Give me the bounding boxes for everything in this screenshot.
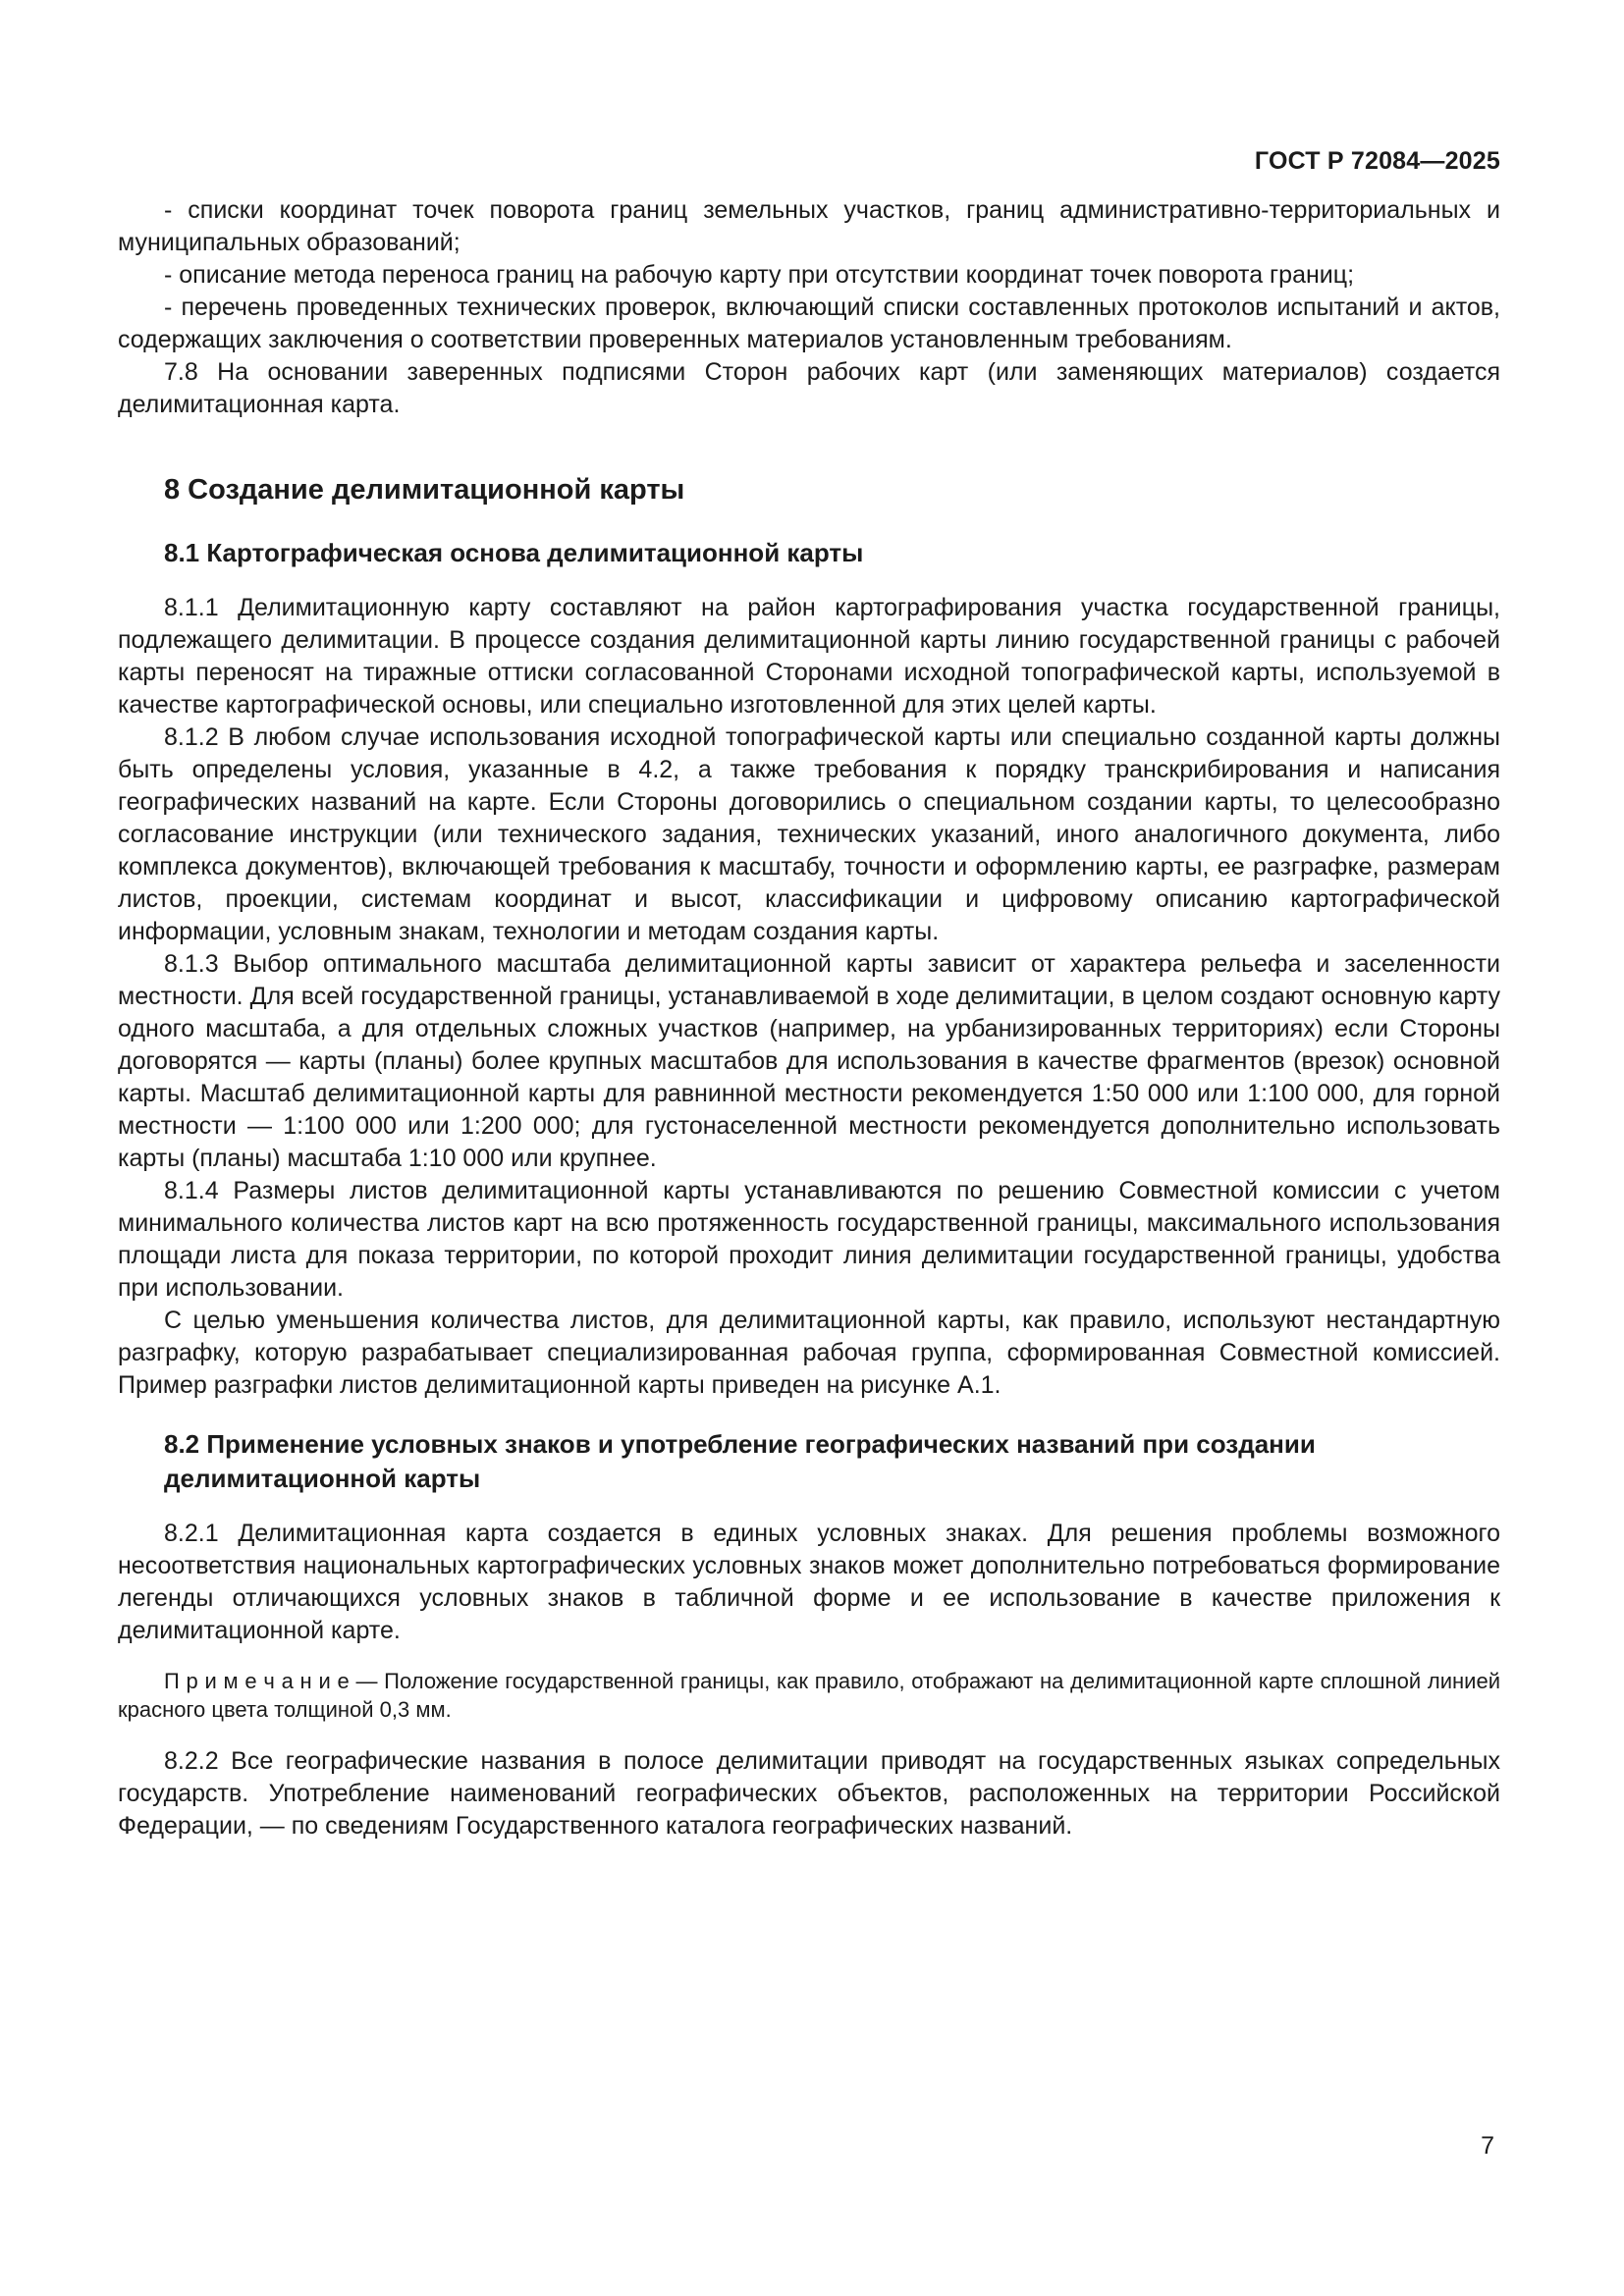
paragraph-8-1-3: 8.1.3 Выбор оптимального масштаба делимитационной карты зависит от характера рельефа и заселенности местности. Для всей государственной границы, устанавливаемой в ходе делимитации, в целом создают основную карту одного масштаба, а для отдельных сложных участков (например, на урбанизированных территориях) если Стороны договорятся — карты (планы) более крупных масштабов для использования в качестве фрагментов (врезок) основной карты. Масштаб делимитационной карты для равнинной местности рекомендуется 1:50 000 или 1:100 000, для горной местности — 1:100 000 или 1:200 000; для густонаселенной местности рекомендуется дополнительно использовать карты (планы) масштаба 1:10 000 или крупнее. (118, 950, 1500, 1172)
page-content (118, 194, 1500, 1842)
paragraph-7-8: 7.8 На основании заверенных подписями Сторон рабочих карт (или заменяющих материалов) создается делимитационная карта. (118, 358, 1500, 418)
doc-code-header: ГОСТ Р 72084—2025 (1254, 147, 1500, 175)
paragraph-8-2-1: 8.2.1 Делимитационная карта создается в единых условных знаках. Для решения проблемы возможного несоответствия национальных картографических условных знаков может дополнительно потребоваться формирование легенды отличающихся условных знаков в табличной форме и ее использование в качестве приложения к делимитационной карте. (118, 1520, 1500, 1644)
subsection-8-1-heading: 8.1 Картографическая основа делимитационной карты (164, 538, 864, 567)
page-number: 7 (1481, 2132, 1494, 2160)
list-item-technical-checks: - перечень проведенных технических проверок, включающий списки составленных протоколов испытаний и актов, содержащих заключения о соответствии проверенных материалов установленным требованиям. (118, 294, 1500, 353)
paragraph-8-2-2: 8.2.2 Все географические названия в полосе делимитации приводят на государственных языках сопредельных государств. Употребление наименований географических объектов, расположенных на территории Российской Федерации, — по сведениям Государственного каталога географических названий. (118, 1747, 1500, 1840)
paragraph-8-1-4-continued: С целью уменьшения количества листов, для делимитационной карты, как правило, используют нестандартную разграфку, которую разрабатывает специализированная рабочая группа, сформированная Совместной комиссией. Пример разграфки листов делимитационной карты приведен на рисунке А.1. (118, 1307, 1500, 1399)
paragraph-8-1-2: 8.1.2 В любом случае использования исходной топографической карты или специально созданной карты должны быть определены условия, указанные в 4.2, а также требования к порядку транскрибирования и написания географических названий на карте. Если Стороны договорились о специальном создании карты, то целесообразно согласование инструкции (или технического задания, технических указаний, иного аналогичного документа, либо комплекса документов), включающей требования к масштабу, точности и оформлению карты, ее разграфке, размерам листов, проекции, системам координат и высот, классификации и цифровому описанию картографической информации, условным знакам, технологии и методам создания карты. (118, 723, 1500, 945)
paragraph-8-1-1: 8.1.1 Делимитационную карту составляют на район картографирования участка государственной границы, подлежащего делимитации. В процессе создания делимитационной карты линию государственной границы с рабочей карты переносят на тиражные оттиски согласованной Сторонами исходной топографической карты, используемой в качестве картографической основы, или специально изготовленной для этих целей карты. (118, 594, 1500, 719)
note-paragraph: П р и м е ч а н и е — Положение государственной границы, как правило, отображают на делимитационной карте сплошной линией красного цвета толщиной 0,3 мм. (118, 1669, 1500, 1722)
paragraph-8-1-4: 8.1.4 Размеры листов делимитационной карты устанавливаются по решению Совместной комиссии с учетом минимального количества листов карт на всю протяженность государственной границы, максимального использования площади листа для показа территории, по которой проходит линия делимитации государственной границы, удобства при использовании. (118, 1177, 1500, 1302)
subsection-8-2-heading: 8.2 Применение условных знаков и употребление географических названий при создании делимитационной карты (164, 1429, 1316, 1493)
list-item-transfer-method: - описание метода переноса границ на рабочую карту при отсутствии координат точек поворота границ; (164, 261, 1355, 289)
list-item-coordinates: - списки координат точек поворота границ земельных участков, границ административно-территориальных и муниципальных образований; (118, 196, 1500, 256)
section-8-heading: 8 Создание делимитационной карты (164, 474, 685, 506)
